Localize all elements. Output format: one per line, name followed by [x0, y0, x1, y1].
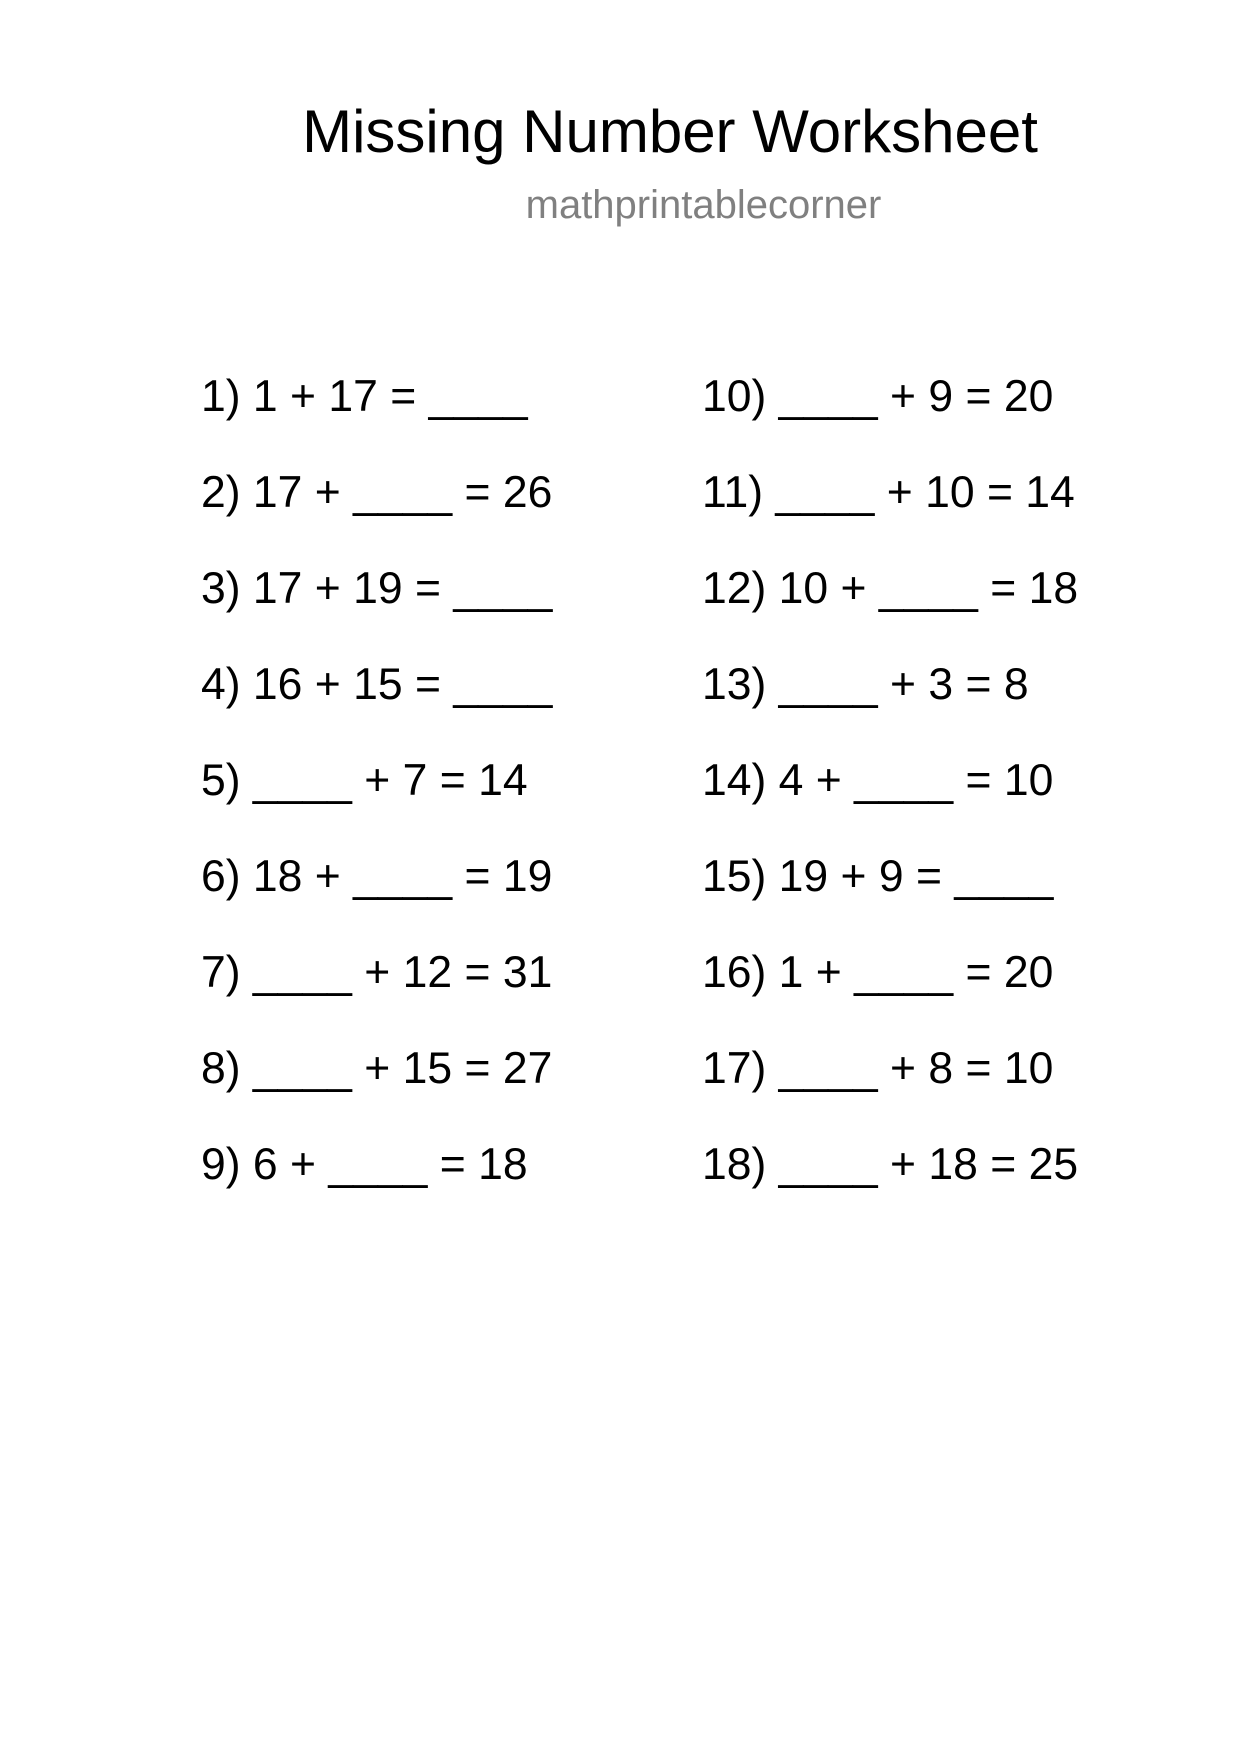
- problem-17: 17) ____ + 8 = 10: [702, 1044, 1054, 1093]
- problem-13: 13) ____ + 3 = 8: [702, 660, 1029, 709]
- problem-2: 2) 17 + ____ = 26: [201, 468, 553, 517]
- problem-15: 15) 19 + 9 = ____: [702, 852, 1054, 901]
- problem-4: 4) 16 + 15 = ____: [201, 660, 553, 709]
- worksheet-subtitle: mathprintablecorner: [525, 183, 882, 227]
- problem-16: 16) 1 + ____ = 20: [702, 948, 1054, 997]
- problem-10: 10) ____ + 9 = 20: [702, 372, 1054, 421]
- problems-left-column: [201, 349, 552, 1213]
- problem-11: 11) ____ + 10 = 14: [702, 468, 1075, 517]
- problem-18: 18) ____ + 18 = 25: [702, 1140, 1079, 1189]
- problem-1: 1) 1 + 17 = ____: [201, 372, 528, 421]
- problem-9: 9) 6 + ____ = 18: [201, 1140, 528, 1189]
- problem-6: 6) 18 + ____ = 19: [201, 852, 553, 901]
- problem-5: 5) ____ + 7 = 14: [201, 756, 528, 805]
- problem-8: 8) ____ + 15 = 27: [201, 1044, 553, 1093]
- problem-12: 12) 10 + ____ = 18: [702, 564, 1079, 613]
- problems-right-column: [702, 349, 1078, 1213]
- problem-7: 7) ____ + 12 = 31: [201, 948, 553, 997]
- worksheet-title: Missing Number Worksheet: [302, 98, 1038, 165]
- problem-3: 3) 17 + 19 = ____: [201, 564, 553, 613]
- problem-14: 14) 4 + ____ = 10: [702, 756, 1054, 805]
